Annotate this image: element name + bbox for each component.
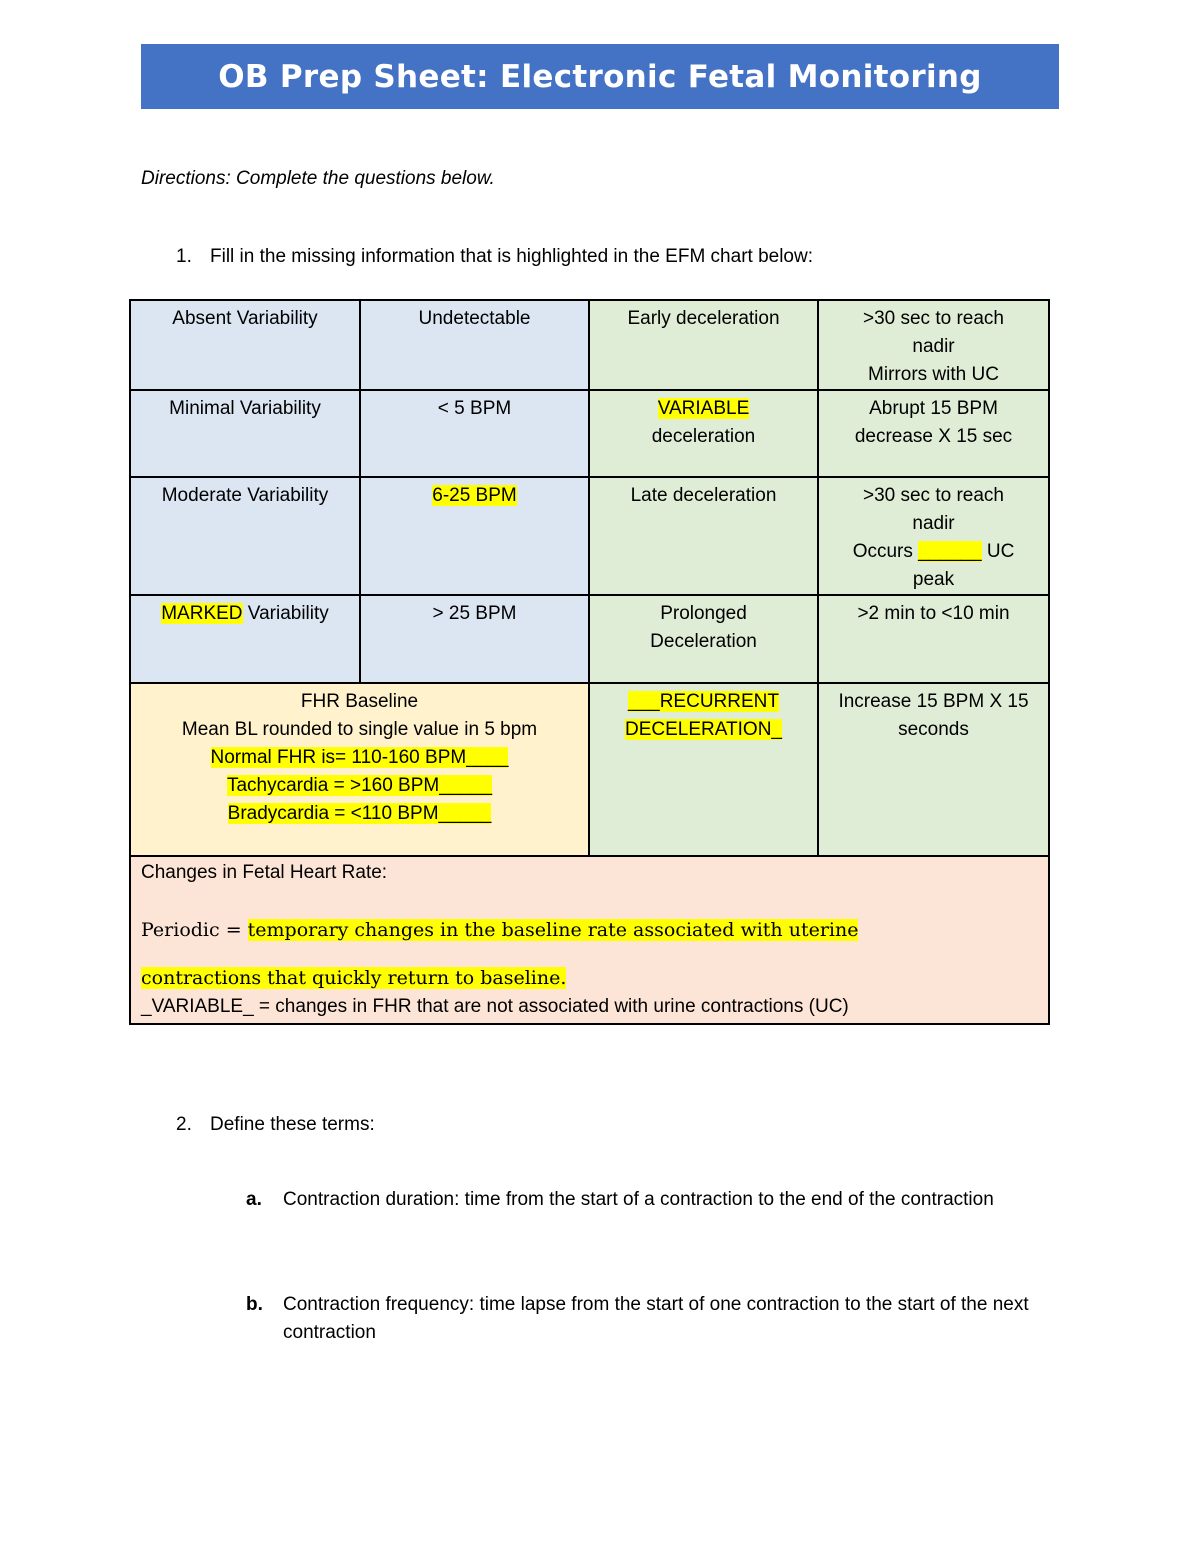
early-decel-desc-line: >30 sec to reach — [862, 308, 1004, 329]
marked-answer-highlight: MARKED — [161, 603, 243, 624]
table-cell — [818, 595, 1049, 683]
uc-text: UC — [981, 541, 1015, 562]
table-cell — [818, 477, 1049, 595]
bradycardia-highlight: Bradycardia = <110 BPM_____ — [227, 803, 492, 824]
variable-decel-desc-line: Abrupt 15 BPM — [869, 398, 998, 419]
term-item-a — [246, 1186, 1053, 1214]
table-cell — [360, 595, 589, 683]
minimal-variability-label: Minimal Variability — [169, 398, 321, 419]
table-cell — [130, 477, 360, 595]
table-cell — [130, 390, 360, 477]
table-cell — [589, 390, 818, 477]
late-deceleration-label: Late deceleration — [630, 485, 777, 506]
table-cell — [130, 300, 360, 390]
prolonged-decel-line: Prolonged — [660, 603, 747, 624]
late-decel-desc-line — [823, 538, 1044, 566]
absent-variability-label: Absent Variability — [172, 308, 318, 329]
title-banner — [141, 44, 1059, 109]
periodic-definition-highlight: temporary changes in the baseline rate associated with uterine — [247, 919, 859, 941]
term-item-b — [246, 1291, 1053, 1347]
normal-fhr-highlight: Normal FHR is= 110-160 BPM____ — [210, 747, 509, 768]
term-letter: b. — [246, 1294, 263, 1315]
table-cell — [589, 595, 818, 683]
early-decel-desc-line: Mirrors with UC — [868, 364, 999, 385]
prolonged-decel-desc: >2 min to <10 min — [857, 603, 1010, 624]
fhr-baseline-heading: FHR Baseline — [300, 691, 419, 712]
variable-decel-line: deceleration — [651, 426, 756, 447]
table-cell — [360, 477, 589, 595]
question-1-number: 1. — [176, 246, 192, 267]
question-2-number: 2. — [176, 1114, 192, 1135]
table-row — [130, 856, 1049, 1024]
tachycardia-highlight: Tachycardia = >160 BPM_____ — [226, 775, 493, 796]
acceleration-desc-line: Increase 15 BPM X 15 — [838, 691, 1029, 712]
variable-definition-line: _VARIABLE_ = changes in FHR that are not associated with urine contractions (UC) — [141, 996, 849, 1017]
occurs-text: Occurs — [852, 541, 919, 562]
early-decel-desc-line: nadir — [912, 336, 955, 357]
late-decel-desc-line: nadir — [912, 513, 955, 534]
occurs-blank-highlight: ______ — [918, 541, 982, 562]
term-letter: a. — [246, 1189, 262, 1210]
table-cell — [818, 683, 1049, 856]
variable-answer-highlight: VARIABLE — [657, 398, 750, 419]
acceleration-desc-line: seconds — [898, 719, 969, 740]
fhr-baseline-line: Mean BL rounded to single value in 5 bpm — [181, 719, 538, 740]
deceleration-highlight: DECELERATION_ — [625, 719, 782, 740]
variable-decel-desc-line: decrease X 15 sec — [854, 426, 1013, 447]
table-cell — [589, 300, 818, 390]
table-cell — [818, 300, 1049, 390]
late-decel-desc-line: >30 sec to reach — [862, 485, 1004, 506]
absent-variability-value: Undetectable — [418, 308, 531, 329]
table-row — [130, 595, 1049, 683]
table-row — [130, 300, 1049, 390]
table-cell — [130, 595, 360, 683]
changes-in-fhr-cell — [130, 856, 1049, 1024]
question-1-text: Fill in the missing information that is highlighted in the EFM chart below: — [210, 246, 813, 267]
page-title: OB Prep Sheet: Electronic Fetal Monitoring — [218, 58, 982, 95]
early-deceleration-label: Early deceleration — [627, 308, 780, 329]
efm-chart-table — [129, 299, 1050, 1025]
term-definition: Contraction duration: time from the start of a contraction to the end of the contraction — [283, 1189, 994, 1210]
table-cell — [818, 390, 1049, 477]
fhr-baseline-cell — [130, 683, 589, 856]
table-cell — [360, 390, 589, 477]
directions-text: Directions: Complete the questions below. — [141, 168, 495, 189]
marked-variability-value: > 25 BPM — [432, 603, 517, 624]
table-row — [130, 390, 1049, 477]
prolonged-decel-line: Deceleration — [650, 631, 757, 652]
moderate-variability-label: Moderate Variability — [161, 485, 329, 506]
table-row — [130, 477, 1049, 595]
table-cell — [589, 477, 818, 595]
periodic-definition-highlight-2: contractions that quickly return to baseline. — [141, 967, 567, 989]
minimal-variability-value: < 5 BPM — [437, 398, 512, 419]
periodic-label: Periodic = — [141, 919, 248, 941]
term-definition: Contraction frequency: time lapse from the start of one contraction to the start of the next contraction — [283, 1294, 1029, 1343]
table-row — [130, 683, 1049, 856]
marked-variability-label: Variability — [242, 603, 329, 624]
recurrent-highlight: ___RECURRENT — [628, 691, 779, 712]
late-decel-desc-line: peak — [912, 569, 955, 590]
question-2-text: Define these terms: — [210, 1114, 375, 1135]
table-cell — [360, 300, 589, 390]
table-cell — [589, 683, 818, 856]
moderate-variability-answer-highlight: 6-25 BPM — [432, 485, 517, 506]
changes-heading: Changes in Fetal Heart Rate: — [141, 862, 388, 883]
